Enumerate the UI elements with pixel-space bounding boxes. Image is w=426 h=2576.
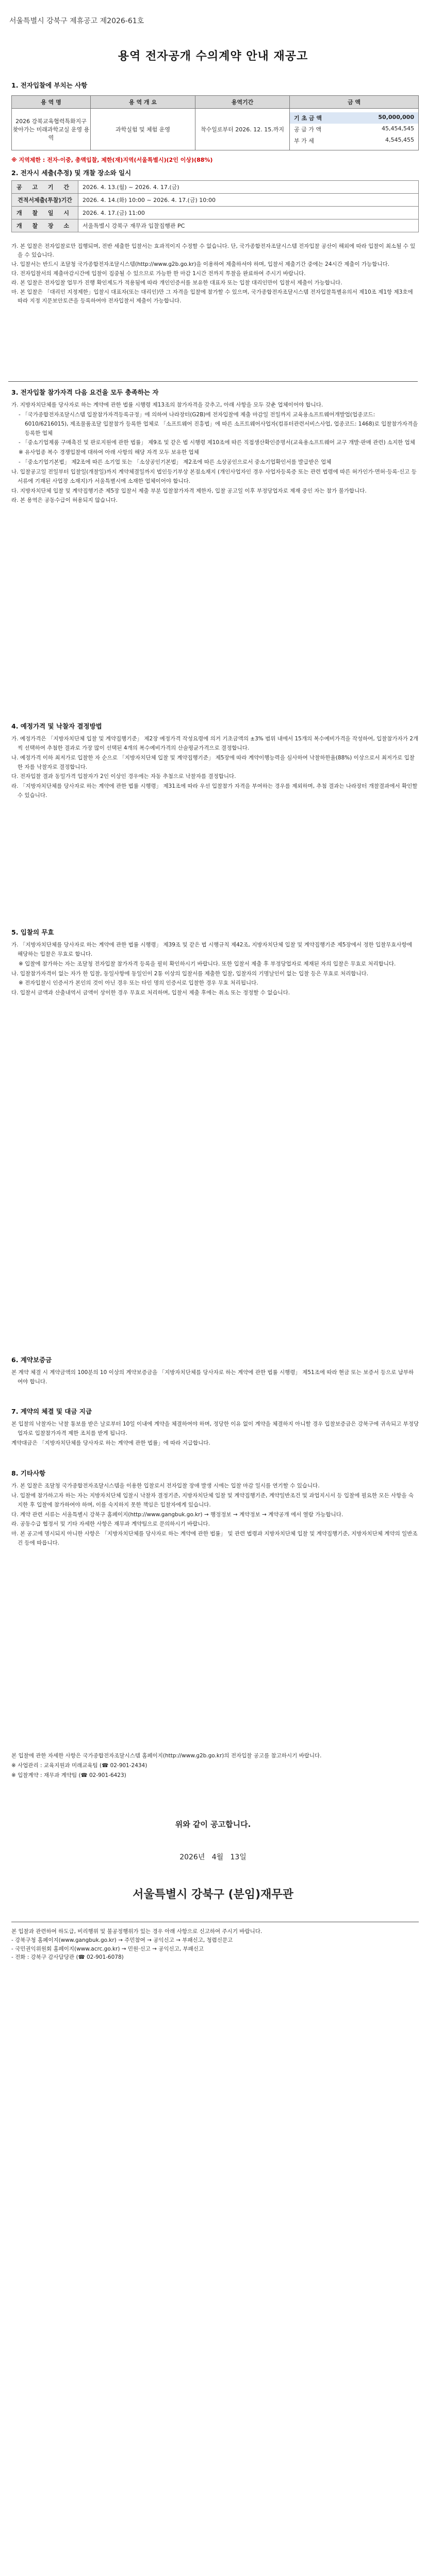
paragraph: 다. 전자입찰 결과 동일가격 입찰자가 2인 이상인 경우에는 자동 추첨으로 낙찰자를 결정합니다. (11, 773, 236, 780)
note-item: 나. 입찰서는 반드시 조달청 국가종합전자조달시스템(http://www.g2b.go.kr)을 이용하여 제출하셔야 하며, 입찰서 제출기간 중에는 24시간 제출이 가능합니다. (11, 261, 389, 267)
closing-sentence: 위와 같이 공고합니다. (175, 1820, 251, 1829)
paragraph: ※ 유사업종 복수 경쟁입찰에 대하여 아래 사항의 해당 자격 모두 보유한 업체 (19, 449, 199, 456)
paragraph: - 「중소기업제품 구매촉진 및 판로지원에 관한 법률」 제9조 및 같은 법 시행령 제10조에 따른 직접생산확인증명서(교육용소프트웨어 교구 개발·판매 관련) 소지한 업체 (19, 439, 415, 446)
amount-box (290, 112, 418, 146)
schedule-row (12, 219, 419, 232)
paragraph: - 「국가종합전자조달시스템 입찰참가자격등록규정」에 의하여 나라장터(G2B)에 전자입찰에 제출 마감일 전일까지 교육용소프트웨어개발업(업종코드: 6010/6216015), 제조물품조달 입찰참가 등록한 업체로 「소프트웨어 진흥법」에 따른 소프트웨어사업자(컴퓨터관련서비스사업, 업종코드: 1468)로 입찰참가자격을 등록한 업체 (19, 411, 418, 436)
schedule-row (12, 207, 419, 219)
report-footer (11, 1922, 419, 1962)
contract-section (11, 1420, 419, 1449)
note-item: 마. 본 입찰은 「대리인 지정제한」입찰시 대표자(또는 대리인)만 그 자격을 입찰에 참가할 수 있으며, 국가종합전자조달시스템 전자입찰특별유의서 제10조 제1항 제3호에 따라 지정 지문보안토큰을 등록하여야 전자입찰서 제출이 가능합니다. (11, 289, 413, 304)
paragraph: 가. 지방자치단체를 당사자로 하는 계약에 관한 법률 시행령 제13조의 참가자격을 갖추고, 아래 사항을 모두 갖춘 업체이어야 합니다. (11, 402, 323, 408)
paragraph: 라. 본 용역은 공동수급이 허용되지 않습니다. (11, 497, 118, 504)
col-header: 금 액 (290, 96, 419, 109)
paragraph: 본 계약 체결 시 계약금액의 100분의 10 이상의 계약보증금을 「지방자치단체를 당사자로 하는 계약에 관한 법률 시행령」 제51조에 따라 현금 또는 보증서 등으로 납부하여야 합니다. (11, 1369, 414, 1385)
table-header-row (12, 96, 419, 109)
footer-line: - 국민권익위원회 홈페이지(www.acrc.go.kr) → 민원·신고 → 공익신고, 부패신고 (11, 1945, 204, 1952)
footer-line: - 전화 : 강북구 감사담당관 (☎ 02-901-6078) (11, 1954, 124, 1961)
bidding-notes (11, 242, 419, 306)
section-7-heading: 7. 계약의 체결 및 대금 지급 (11, 1408, 92, 1415)
section-2-heading: 2. 전자시 세출(추정) 및 개찰 장소와 일시 (11, 169, 132, 177)
paragraph: 계약대금은 「지방자치단체를 당사자로 하는 계약에 관한 법률」에 따라 지급합니다. (11, 1439, 210, 1446)
paragraph: 다. 입찰서 금액과 산출내역서 금액이 상이한 경우 무효로 처리하며, 입찰서 제출 후에는 취소 또는 정정할 수 없습니다. (11, 990, 290, 996)
paragraph: 가. 예정가격은 「지방자치단체 입찰 및 계약집행기준」 제2장 예정가격 작성요령에 의거 기초금액의 ±3% 범위 내에서 15개의 복수예비가격을 작성하여, 입찰참가자가 2개씩 선택하여 추첨한 결과로 가장 많이 선택된 4개의 복수예비가격의 산술평균가격으로 결정합니다. (11, 736, 419, 751)
paragraph: - 「중소기업기본법」 제2조에 따른 소기업 또는 「소상공인기본법」 제2조에 따른 소상공인으로서 중소기업확인서를 발급받은 업체 (19, 459, 332, 466)
misc-section (11, 1482, 419, 1549)
col-header: 용역기간 (195, 96, 290, 109)
base-amount-value: 50,000,000 (378, 114, 414, 121)
schedule-label: 견적서제출(투찰)기간 (12, 194, 78, 207)
schedule-value: 2026. 4. 13.(월) ~ 2026. 4. 17.(금) (78, 181, 419, 194)
paragraph: 라. 공동수급 협정서 및 기타 자세한 사항은 재무과 계약팀으로 문의하시기 바랍니다. (11, 1521, 210, 1528)
supply-amount-row (290, 124, 418, 135)
schedule-value: 2026. 4. 14.(화) 10:00 ~ 2026. 4. 17.(금) 10:00 (78, 194, 419, 207)
table-row (12, 109, 419, 150)
note-item: 다. 전자입찰서의 제출마감시간에 입찰이 집중될 수 있으므로 가능한 한 마감 1시간 전까지 투찰을 완료하여 주시기 바랍니다. (11, 270, 306, 277)
closing-date: 2026년 4월 13일 (179, 1853, 247, 1861)
service-period-cell: 착수일로부터 2026. 12. 15.까지 (195, 109, 290, 150)
footer-line: 본 입찰과 관련하여 하도급, 비리행위 및 불공정행위가 있는 경우 아래 사항으로 신고하여 주시기 바랍니다. (11, 1928, 263, 1935)
purchase-table (11, 95, 419, 150)
paragraph: 나. 입찰에 참가하고자 하는 자는 지방자치단체 입찰시 낙찰자 결정기준, 지방자치단체 입찰 및 계약집행기준, 계약일반조건 및 과업지시서 등 입찰에 필요한 모든 사항을 숙지한 후 입찰에 참가하여야 하며, 이를 숙지하지 못한 책임은 입찰자에게 있습니다. (11, 1492, 414, 1508)
price-section (11, 735, 419, 801)
col-header: 용 역 명 (12, 96, 91, 109)
paragraph: 가. 「지방자치단체를 당사자로 하는 계약에 관한 법률 시행령」 제39조 및 같은 법 시행규칙 제42조, 지방자치단체 입찰 및 계약집행기준 제5장에서 정한 입찰무효사항에 해당하는 입찰은 무효로 합니다. (11, 942, 412, 957)
vat-row (290, 135, 418, 146)
invalid-bid-section (11, 941, 419, 998)
paragraph: ※ 입찰에 참가하는 자는 조달청 전자입찰 참가자격 등록을 필히 확인하시기 바랍니다. 또한 입찰서 제출 후 부정당업자로 제재된 자의 입찰은 무효로 처리합니다. (19, 960, 396, 967)
contact-line: ※ 사업관리 : 교육지원과 미래교육팀 (☎ 02-901-2434) (11, 1762, 148, 1769)
paragraph: ※ 전자입찰시 인증서가 본인의 것이 아닌 경우 또는 타인 명의 인증서로 입찰한 경우 무효 처리됩니다. (19, 980, 258, 987)
section-5-heading: 5. 입찰의 무효 (11, 928, 54, 936)
paragraph: 라. 「지방자치단체를 당사자로 하는 계약에 관한 법률 시행령」 제31조에 따라 우선 입찰참가 자격을 부여하는 경우를 제외하며, 추첨 결과는 나라장터 개찰결과에서 확인할 수 있습니다. (11, 783, 418, 799)
section-6-heading: 6. 계약보증금 (11, 1356, 52, 1364)
contact-line: ※ 입찰계약 : 재무과 계약팀 (☎ 02-901-6423) (11, 1772, 126, 1778)
amount-cell (290, 109, 419, 150)
schedule-label: 개 찰 일 시 (12, 207, 78, 219)
note-item: 가. 본 입찰은 전자입찰로만 집행되며, 전반 세출한 입찰서는 효과적이지 수정할 수 없습니다. 단, 국가종합전자조달시스템 전자입찰 공산이 해외에 따라 입찰이 최소될 수 있을 수 있습니다. (11, 243, 416, 258)
guarantee-section (11, 1368, 419, 1387)
schedule-value: 2026. 4. 17.(금) 11:00 (78, 207, 419, 219)
vat-value: 4,545,455 (385, 137, 414, 143)
paragraph: 다. 계약 관련 서류는 서울특별시 강북구 홈페이지(http://www.gangbuk.go.kr) → 행정정보 → 계약정보 → 계약공개 에서 열람 가능합니다. (11, 1511, 343, 1518)
section-8-heading: 8. 기타사항 (11, 1469, 46, 1477)
section-3-heading: 3. 전자입찰 참가자격 다음 요건을 모두 충족하는 자 (11, 388, 159, 396)
section-1-heading: 1. 전자입찰에 부치는 사항 (11, 81, 88, 89)
schedule-table (11, 180, 419, 232)
schedule-value: 서울특별시 강북구 재무과 입찰집행관 PC (78, 219, 419, 232)
paragraph: 나. 예정가격 이하 최저가로 입찰한 자 순으로 「지방자치단체 입찰 및 계약집행기준」 제5장에 따라 계약이행능력을 심사하여 낙찰하한율(88%) 이상으로서 최저가로 입찰한 자를 낙찰자로 결정합니다. (11, 754, 415, 770)
schedule-row (12, 181, 419, 194)
supply-amount-value: 45,454,545 (382, 125, 414, 132)
footer-line: - 강북구청 홈페이지(www.gangbuk.go.kr) → 주민참여 → 공익신고 → 부패신고, 청렴신문고 (11, 1937, 233, 1943)
paragraph: 다. 지방자치단체 입찰 및 계약집행기준 제5장 입찰서 제출 부분 입찰참가자격 제한자, 입찰 공고일 이후 부정당업자로 제재 중인 자는 참가 불가합니다. (11, 487, 367, 494)
base-amount-row (290, 112, 418, 124)
paragraph: 나. 입찰공고일 전일부터 입찰일(개찰일)까지 계약체결일까지 법인등기부상 본점소재지 (개인사업자인 경우 사업자등록증 또는 관련 법령에 따른 허가인가·면허·등록·신고 등 서류에 기재된 사업장 소재지)가 서울특별시에 소재한 업체이어야 합니다. (11, 468, 417, 484)
notice-number: 서울특별시 강북구 제휴공고 제2026-61호 (9, 17, 144, 25)
paragraph: 본 입찰의 낙찰자는 낙찰 통보를 받은 날로부터 10일 이내에 계약을 체결하여야 하며, 정당한 이유 없이 계약을 체결하지 아니할 경우 입찰보증금은 강북구에 귀속되고 부정당업자로 입찰참가자격 제한 조치를 받게 됩니다. (11, 1421, 419, 1436)
issuer-name: 서울특별시 강북구 (분임)재무관 (133, 1888, 293, 1901)
section-4-heading: 4. 예정가격 및 낙찰자 결정방법 (11, 722, 102, 730)
eligibility-section (11, 401, 419, 506)
schedule-row (12, 194, 419, 207)
divider (8, 381, 418, 382)
page-title: 용역 전자공개 수의계약 안내 재공고 (118, 50, 308, 63)
supply-amount-label: 공 급 가 액 (294, 126, 321, 133)
base-amount-label: 기 초 금 액 (294, 115, 322, 122)
contact-section (11, 1752, 419, 1781)
paragraph: 본 입찰에 관한 자세한 사항은 국가종합전자조달시스템 홈페이지(http://www.g2b.go.kr)의 전자입찰 공고를 참고하시기 바랍니다. (11, 1753, 322, 1759)
schedule-label: 개 찰 장 소 (12, 219, 78, 232)
restriction-note: ※ 지역제한 : 전자·이중, 총액입찰, 제한(재)지역(서울특별시)(2인 이상)(88%) (11, 157, 213, 163)
paragraph: 가. 본 입찰은 조달청 국가종합전자조달시스템을 이용한 입찰로서 전자입찰 장애 발생 시에는 입찰 마감 일시를 연기할 수 있습니다. (11, 1483, 320, 1489)
service-overview-cell: 과학실험 및 체험 운영 (91, 109, 195, 150)
note-item: 라. 본 입찰은 전자입찰 업무가 진행 확인제도가 적용됨에 따라 개인인증서를 보유한 대표자 또는 입찰 대리인만이 입찰서 제출이 가능합니다. (11, 280, 342, 286)
col-header: 용 역 개 요 (91, 96, 195, 109)
paragraph: 마. 본 공고에 명시되지 아니한 사항은 「지방자치단체를 당사자로 하는 계약에 관한 법률」 및 관련 법령과 지방자치단체 입찰 및 계약집행기준, 지방자치단체 계약의 일반조건 등에 따릅니다. (11, 1531, 418, 1547)
vat-label: 부 가 세 (294, 138, 314, 144)
schedule-label: 공 고 기 간 (12, 181, 78, 194)
paragraph: 나. 입찰참가자격이 없는 자가 한 입찰, 동일사항에 동일인이 2통 이상의 입찰서를 제출한 입찰, 입찰자의 기명날인이 없는 입찰 등은 무효로 처리합니다. (11, 970, 369, 977)
service-name-cell: 2026 강북교육협력특화지구 찾아가는 미래과학교실 운영 용역 (12, 109, 91, 150)
